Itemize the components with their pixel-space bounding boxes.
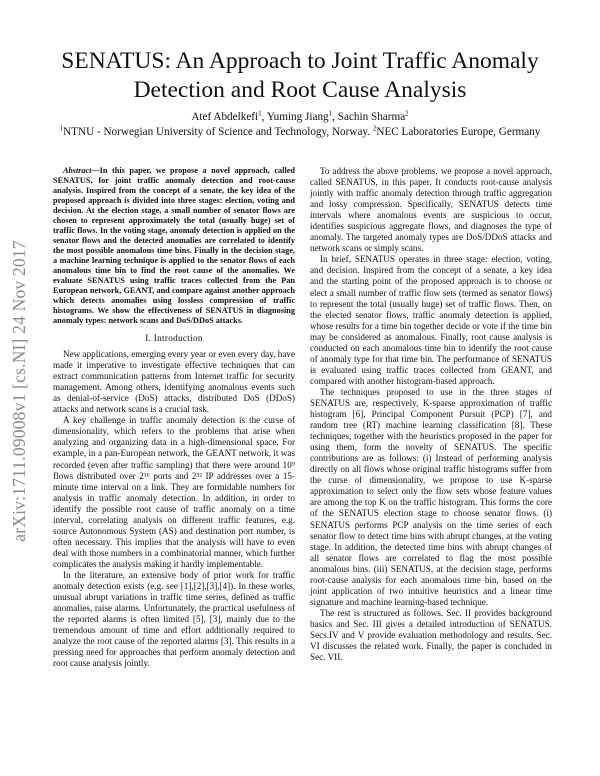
paragraph: The techniques proposed to use in the three stages of SENATUS are, respectively, K-sparse approximation of traffic histogram [6], Principal Component Pursuit (PCP) [7], and random tree (RT) machine learning classification [8]. These techniques, together with the heuristics proposed in the paper for using them, form the novelty of SENATUS. The specific contributions are as follows: (i) Instead of performing analysis directly on all flows whose original traffic histograms suffer from the curse of dimensionality, we propose to use K-sparse approximation to select only the flow sets whose feature values are among the top K on the traffic histogram. This forms the core of the SENATUS election stage to choose senator flows. (i) SENATUS performs PCP analysis on the time series of each senator flow to detect time bins with abrupt changes, at the voting stage. In addition, the detected time bins with abrupt changes of all senator flows are correlated to flag the most possible anomalous bins. (iii) SENATUS, at the decision stage, performs root-cause analysis for each anomalous time bin, based on the joint application of two intuitive heuristics and a linear time signature and machine learning-based technique.	[310, 386, 552, 607]
paragraph: To address the above problems, we propose a novel approach, called SENATUS, in this paper. It conducts root-cause analysis jointly with traffic anomaly detection through traffic aggregation and lossy compression. Specifically, SENATUS detects time intervals where anomalous events are suspicious to occur, identifies suspicious aggregate flows, and diagnoses the type of anomaly. The targeted anomaly types are DoS/DDoS attacks and network scans or simply scans.	[310, 166, 552, 254]
section-heading: I. Introduction	[145, 333, 203, 343]
paragraph: In brief, SENATUS operates in three stage: election, voting, and decision. Inspired from the concept of a senate, a key idea and the starting point of the proposed approach is to choose or elect a small number of traffic flow sets (termed as senator flows) to represent the total (usually huge) set of traffic flows. Then, on the elected senator flows, traffic anomaly detection is applied, whose results for a time bin together decide or vote if the time bin may be considered as anomalous. Finally, root cause analysis is conducted on each anomalous time bin to identify the root cause of anomaly type for that time bin. The performance of SENATUS is evaluated using traffic traces collected from GEANT, and compared with another histogram-based approach.	[310, 254, 552, 386]
abstract-text: —In this paper, we propose a novel approach, called SENATUS, for joint traffic anomaly detection and root-cause analysis. Inspired from the concept of a senate, the key idea of the proposed approach is divided into three stages: election, voting and decision. At the election stage, a small number of senator flows are chosen to represent approximately the total (usually huge) set of traffic flows. In the voting stage, anomaly detection is applied on the senator flows and the detected anomalies are correlated to identify the most possible anomalous time bins. Finally in the decision stage, a machine learning technique is applied to the senator flows of each anomalous time bin to find the root cause of the anomalies. We evaluate SENATUS using traffic traces collected from the Pan European network, GEANT, and compare against another approach which detects anomalies using lossless compression of traffic histograms. We show the effectiveness of SENATUS in diagnosing anomaly types: network scans and DoS/DDoS attacks.	[53, 166, 295, 325]
paragraph: A key challenge in traffic anomaly detection is the curse of dimensionality, which refers to the problems that arise when analyzing and organizing data in a high-dimensional space. For example, in a pan-European network, the GEANT network, it was recorded (even after traffic sampling) that there were around 10⁹ flows distributed over 2¹⁶ ports and 2³² IP addresses over a 15-minute time interval on a link. They are formidable numbers for analysis in traffic anomaly detection. In addition, in order to identify the possible root cause of traffic anomaly on a time interval, correlating analysis on different traffic features, e.g. source Autonomous System (AS) and destination port number, is often necessary. This implies that the analysis will have to even deal with those numbers in a combinatorial manner, which further complicates the analysis making it hardly implementable.	[53, 415, 295, 569]
affiliations	[40, 125, 560, 139]
abstract-label: Abstract	[63, 166, 92, 175]
paragraph: In the literature, an extensive body of prior work for traffic anomaly detection exists (e.g. see [1],[2],[3],[4]). In these works, unusual abrupt variations in traffic time series, defined as traffic anomalies, raise alarms. Unfortunately, the practical usefulness of the reported alarms is often limited [5], [3], mainly due to the tremendous amount of time and effort additionally required to analyze the root cause of the reported alarms [3]. This results in a pressing need for approaches that perform anomaly detection and root cause analysis jointly.	[53, 569, 295, 669]
paper-title	[40, 47, 560, 105]
author-affil-mark: 2	[405, 109, 409, 118]
affil-mark: 2	[372, 124, 377, 133]
paragraph: The rest is structured as follows. Sec. II provides background basics and Sec. III gives a detailed introduction of SENATUS. Secs.IV and V provide evaluation methodology and results. Sec. VI discusses the related work. Finally, the paper is concluded in Sec. VII.	[310, 607, 552, 663]
affil-mark: 1	[59, 124, 64, 133]
author-name: Atef Abdelkefi	[191, 111, 259, 123]
author-affil-mark: 1	[258, 109, 262, 118]
affiliation: NEC Laboratories Europe, Germany	[376, 126, 541, 138]
left-column	[53, 166, 295, 669]
right-column	[310, 166, 552, 663]
abstract	[53, 166, 295, 326]
author-name: Sachin Sharma	[337, 111, 406, 123]
arxiv-identifier: arXiv:1711.09008v1 [cs.NI] 24 Nov 2017	[9, 240, 29, 542]
title-line-1: SENATUS: An Approach to Joint Traffic Anomaly	[61, 48, 539, 74]
affiliation: NTNU - Norwegian University of Science and Technology, Norway.	[63, 126, 371, 138]
title-line-2: Detection and Root Cause Analysis	[133, 77, 467, 103]
author-affil-mark: 1	[328, 109, 333, 118]
paragraph: New applications, emerging every year or even every day, have made it imperative to investigate effective techniques that can extract communication patterns from Internet traffic for security management. Among others, identifying anomalous events such as denial-of-service (DoS) attacks, distributed DoS (DDoS) attacks and network scans is a crucial task.	[53, 349, 295, 415]
author-list: Atef Abdelkefi$^1$, Yuming Jiang$^1$, Sachin Sharma$^2$	[191, 109, 409, 123]
author-name: Yuming Jiang	[266, 111, 329, 123]
